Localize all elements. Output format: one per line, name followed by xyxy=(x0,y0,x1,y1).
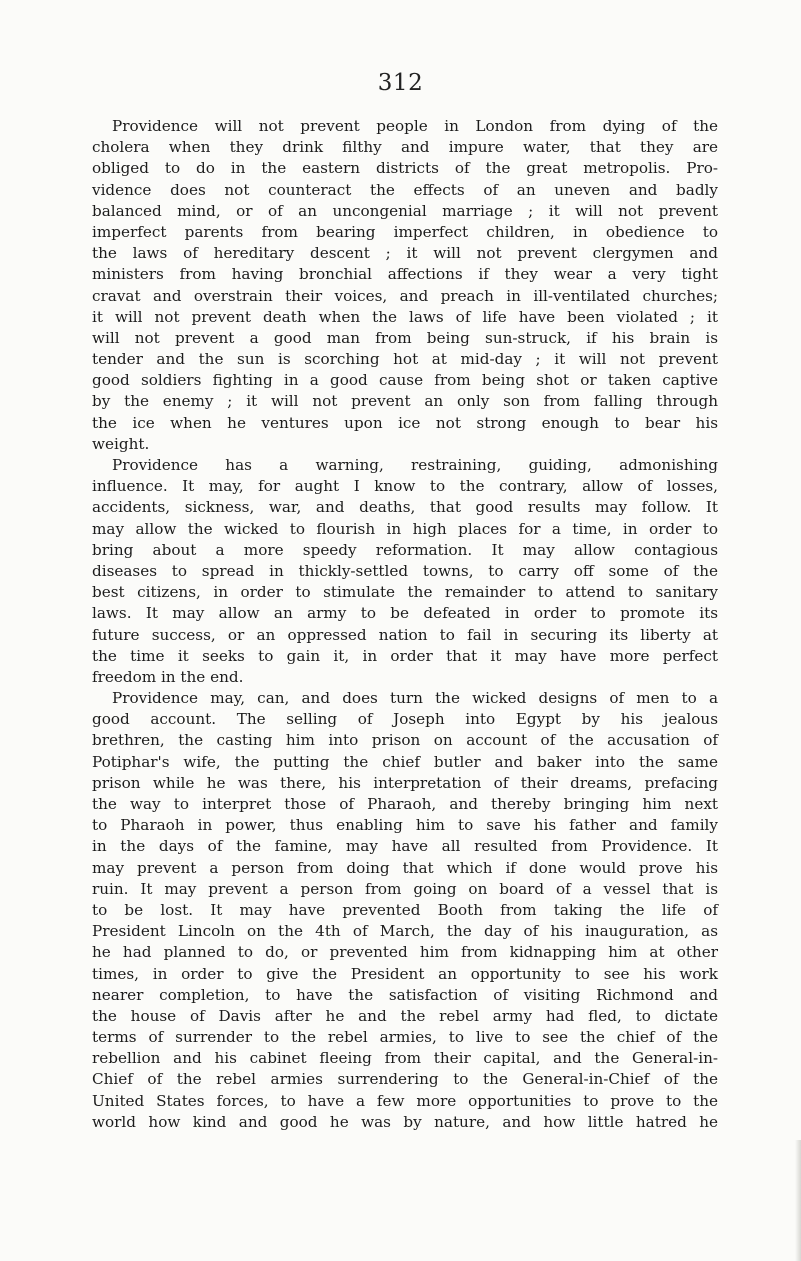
text-line: cravat and overstrain their voices, and preach in ill-ventilated churches; xyxy=(92,286,718,305)
text-line: cholera when they drink filthy and impure water, that they are xyxy=(92,138,718,157)
text-line: weight. xyxy=(92,434,150,453)
text-line: the time it seeks to gain it, in order that it may have more perfect xyxy=(92,646,718,665)
text-line: diseases to spread in thickly-settled towns, to carry off some of the xyxy=(92,561,718,580)
text-line: may allow the wicked to flourish in high places for a time, in order to xyxy=(92,519,718,538)
text-line: ministers from having bronchial affections if they wear a very tight xyxy=(92,265,718,284)
text-line: good soldiers fighting in a good cause from being shot or taken captive xyxy=(92,371,718,390)
text-line: to Pharaoh in power, thus enabling him to save his father and family xyxy=(92,816,718,835)
text-line: United States forces, to have a few more opportunities to prove to the xyxy=(92,1091,718,1110)
text-line: the house of Davis after he and the rebel army had fled, to dictate xyxy=(92,1006,718,1025)
text-line: prison while he was there, his interpretation of their dreams, prefacing xyxy=(92,773,718,792)
text-line: it will not prevent death when the laws of life have been violated ; it xyxy=(92,307,718,326)
text-line: terms of surrender to the rebel armies, to live to see the chief of the xyxy=(92,1028,718,1047)
body-text xyxy=(92,116,718,1133)
text-line: Providence has a warning, restraining, guiding, admonishing xyxy=(112,456,718,474)
text-line: imperfect parents from bearing imperfect children, in obedience to xyxy=(92,222,718,241)
text-line: ruin. It may prevent a person from going on board of a vessel that is xyxy=(92,879,718,898)
text-line: influence. It may, for aught I know to the contrary, allow of losses, xyxy=(92,477,718,496)
text-line: laws. It may allow an army to be defeated in order to promote its xyxy=(92,604,718,623)
text-line: to be lost. It may have prevented Booth from taking the life of xyxy=(92,900,718,919)
text-line: the way to interpret those of Pharaoh, and thereby bringing him next xyxy=(92,795,718,813)
text-line: balanced mind, or of an uncongenial marriage ; it will not prevent xyxy=(92,201,718,220)
text-line: nearer completion, to have the satisfaction of visiting Richmond and xyxy=(92,985,718,1004)
text-line: Potiphar's wife, the putting the chief butler and baker into the same xyxy=(92,752,718,771)
text-line: tender and the sun is scorching hot at mid-day ; it will not prevent xyxy=(92,350,718,369)
text-line: future success, or an oppressed nation to fail in securing its liberty at xyxy=(92,625,718,644)
text-line: best citizens, in order to stimulate the remainder to attend to sanitary xyxy=(92,583,718,602)
text-line: vidence does not counteract the effects of an uneven and badly xyxy=(92,180,718,199)
text-line: Providence will not prevent people in London from dying of the xyxy=(112,117,718,135)
text-line: may prevent a person from doing that which if done would prove his xyxy=(92,858,718,877)
text-line: rebellion and his cabinet fleeing from their capital, and the General-in- xyxy=(92,1049,718,1068)
page-edge-shadow xyxy=(795,1140,801,1261)
text-line: President Lincoln on the 4th of March, the day of his inauguration, as xyxy=(92,922,718,941)
text-line: brethren, the casting him into prison on account of the accusation of xyxy=(92,731,718,750)
text-line: good account. The selling of Joseph into Egypt by his jealous xyxy=(92,710,718,729)
text-line: in the days of the famine, may have all resulted from Providence. It xyxy=(92,837,718,856)
text-line: accidents, sickness, war, and deaths, that good results may follow. It xyxy=(92,498,718,517)
text-line: freedom in the end. xyxy=(92,667,244,686)
text-line: the laws of hereditary descent ; it will not prevent clergymen and xyxy=(92,244,718,263)
text-line: obliged to do in the eastern districts of the great metropolis. Pro- xyxy=(92,159,718,178)
text-line: Chief of the rebel armies surrendering to the General-in-Chief of the xyxy=(92,1070,718,1089)
text-line: world how kind and good he was by nature, and how little hatred he xyxy=(92,1112,718,1131)
text-line: will not prevent a good man from being sun-struck, if his brain is xyxy=(92,328,718,347)
text-line: bring about a more speedy reformation. It may allow contagious xyxy=(92,540,718,559)
text-line: the ice when he ventures upon ice not strong enough to bear his xyxy=(92,413,718,432)
text-line: he had planned to do, or prevented him from kidnapping him at other xyxy=(92,943,718,962)
text-line: times, in order to give the President an opportunity to see his work xyxy=(92,964,718,983)
page-number: 312 xyxy=(377,70,424,96)
text-line: by the enemy ; it will not prevent an only son from falling through xyxy=(92,392,718,411)
text-line: Providence may, can, and does turn the wicked designs of men to a xyxy=(112,689,718,708)
